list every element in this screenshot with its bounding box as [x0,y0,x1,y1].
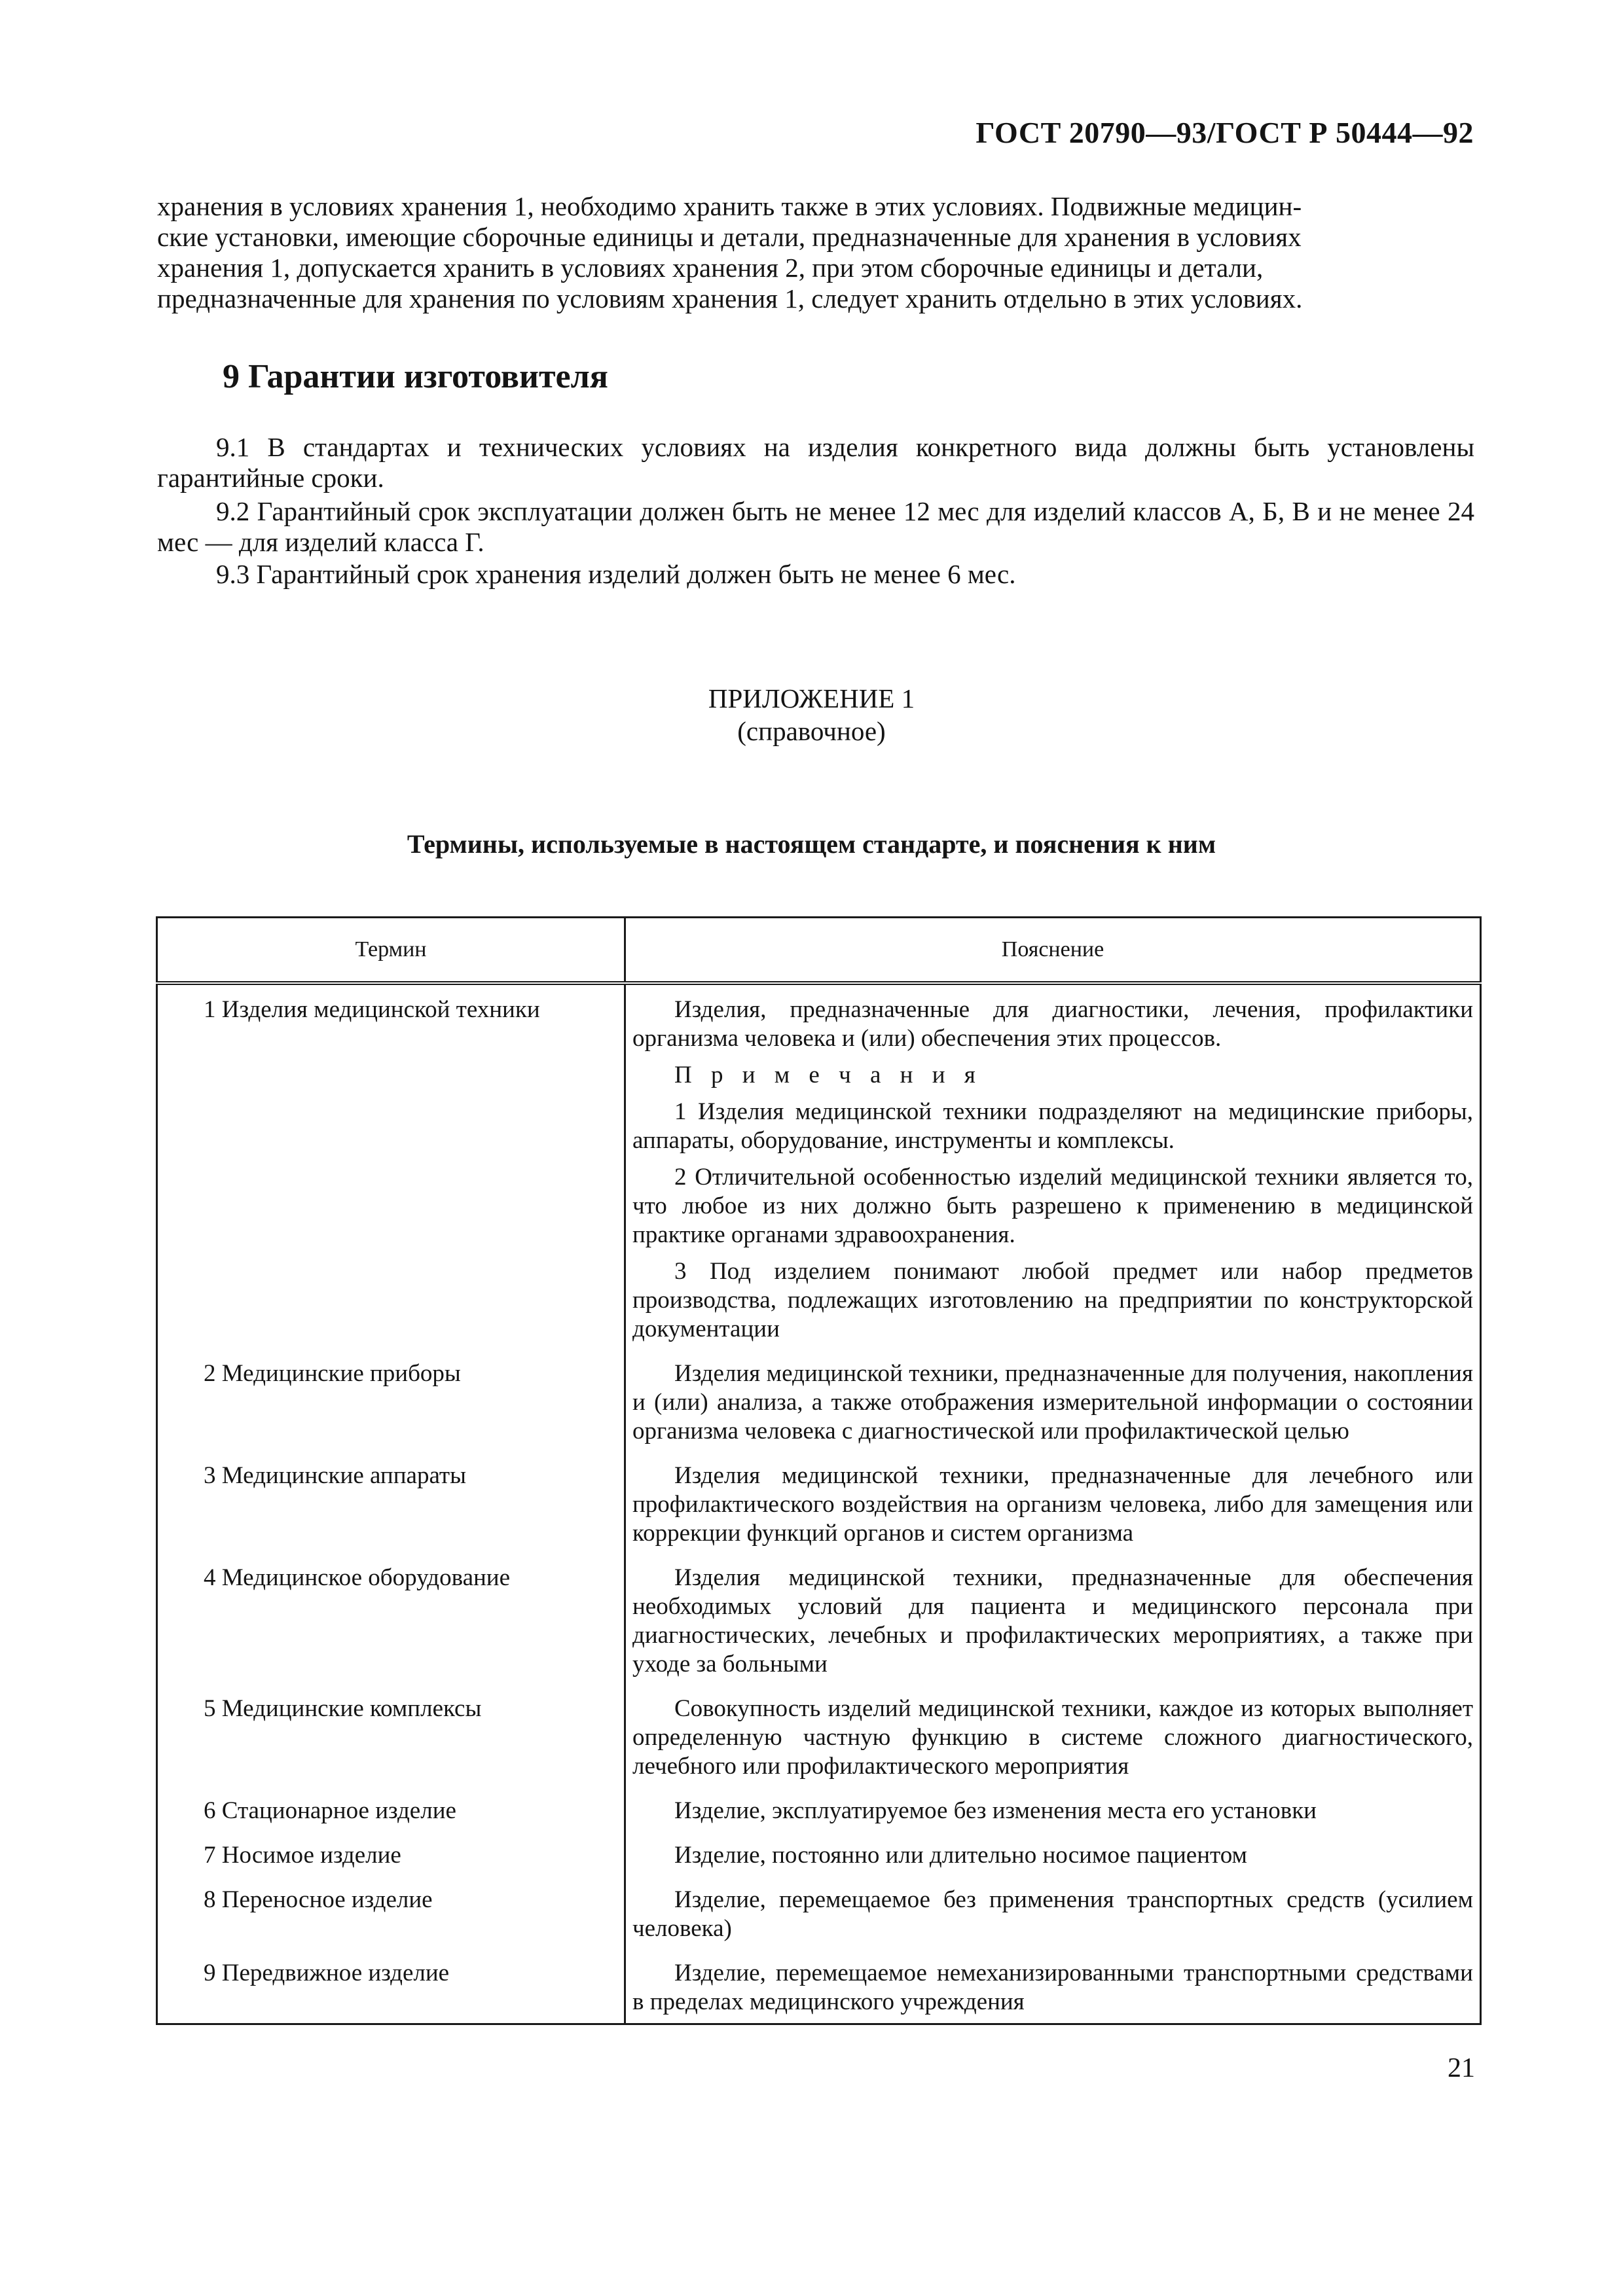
column-header-explanation: Пояснение [625,918,1481,984]
explanation-cell [625,1553,1481,1684]
explanation-cell [625,1349,1481,1451]
explanation-text: Изделие, эксплуатируемое без изменения места его установки [674,1797,1317,1824]
intro-line: предназначенные для хранения по условиям хранения 1, следует хранить отдельно в этих условиях. [157,283,1303,314]
table-row [157,983,1481,1349]
term-cell: 8 Переносное изделие [157,1875,625,1948]
explanation-text: Изделия медицинской техники, предназначенные для лечебного или профилактического воздействия на организм человека, либо для замещения или коррекции функций органов и систем организма [632,1462,1473,1547]
notes-heading: П р и м е ч а н и я [674,1062,982,1088]
explanation-text: Изделие, перемещаемое немеханизированными транспортными средствами в пределах медицинского учреждения [632,1960,1473,2015]
explanation-cell [625,1875,1481,1948]
page-number: 21 [1448,2053,1475,2083]
explanation-text: Изделия медицинской техники, предназначенные для обеспечения необходимых условий для пациента и медицинского персонала при диагностических, лечебных и профилактических мероприятиях, а также при уходе за больными [632,1564,1473,1677]
explanation-cell [625,1684,1481,1786]
table-row [157,1831,1481,1875]
explanation-cell [625,1948,1481,2024]
term-cell: 1 Изделия медицинской техники [157,983,625,1349]
note-3: 3 Под изделием понимают любой предмет или набор предметов производства, подлежащих изготовлению на предприятии по конструкторской документации [632,1258,1473,1342]
table-row [157,1875,1481,1948]
table-row [157,1451,1481,1553]
term-cell: 9 Передвижное изделие [157,1948,625,2024]
explanation-text: Изделие, перемещаемое без применения транспортных средств (усилием человека) [632,1886,1473,1942]
explanation-text: Изделие, постоянно или длительно носимое пациентом [674,1842,1247,1869]
intro-line: хранения в условиях хранения 1, необходимо хранить также в этих условиях. Подвижные медицин- [157,191,1302,221]
explanation-text: Изделия, предназначенные для диагностики, лечения, профилактики организма человека и (или) обеспечения этих процессов. [632,996,1473,1052]
term-cell: 3 Медицинские аппараты [157,1451,625,1553]
clause-9-1: 9.1 В стандартах и технических условиях на изделия конкретного вида должны быть установлены гарантийные сроки. [157,432,1474,493]
explanation-cell [625,983,1481,1349]
intro-line: ские установки, имеющие сборочные единицы и детали, предназначенные для хранения в условиях [157,222,1302,252]
term-cell: 7 Носимое изделие [157,1831,625,1875]
term-cell: 6 Стационарное изделие [157,1786,625,1831]
table-row [157,1948,1481,2024]
intro-line: хранения 1, допускается хранить в условиях хранения 2, при этом сборочные единицы и детали, [157,253,1264,283]
column-header-term: Термин [157,918,625,984]
appendix-heading [0,682,1623,747]
terms-table [156,916,1482,2025]
standard-header: ГОСТ 20790—93/ГОСТ Р 50444—92 [976,116,1474,149]
explanation-cell [625,1451,1481,1553]
clause-9-2: 9.2 Гарантийный срок эксплуатации должен быть не менее 12 мес для изделий классов А, Б, В и не менее 24 мес — для изделий класса Г. [157,496,1474,557]
intro-paragraph [157,191,1474,314]
term-cell: 4 Медицинское оборудование [157,1553,625,1684]
explanation-cell [625,1831,1481,1875]
explanation-text: Изделия медицинской техники, предназначенные для получения, накопления и (или) анализа, а также отображения измерительной информации о состоянии организма человека с диагностической или профилактической целью [632,1360,1473,1444]
explanation-text: Совокупность изделий медицинской техники, каждое из которых выполняет определенную частную функцию в системе сложного диагностического, лечебного или профилактического мероприятия [632,1695,1473,1780]
table-row [157,1786,1481,1831]
note-2: 2 Отличительной особенностью изделий медицинской техники является то, что любое из них должно быть разрешено к применению в медицинской практике органами здравоохранения. [632,1164,1473,1248]
table-header-row [157,918,1481,984]
appendix-subtitle: (справочное) [737,716,886,746]
table-title: Термины, используемые в настоящем стандарте, и пояснения к ним [407,829,1216,859]
table-row [157,1553,1481,1684]
appendix-title: ПРИЛОЖЕНИЕ 1 [708,683,915,713]
table-row [157,1349,1481,1451]
term-cell: 2 Медицинские приборы [157,1349,625,1451]
clause-9-3: 9.3 Гарантийный срок хранения изделий должен быть не менее 6 мес. [216,559,1016,589]
term-cell: 5 Медицинские комплексы [157,1684,625,1786]
note-1: 1 Изделия медицинской техники подразделяют на медицинские приборы, аппараты, оборудование, инструменты и комплексы. [632,1098,1473,1154]
explanation-cell [625,1786,1481,1831]
section-title: 9 Гарантии изготовителя [223,358,608,395]
table-row [157,1684,1481,1786]
